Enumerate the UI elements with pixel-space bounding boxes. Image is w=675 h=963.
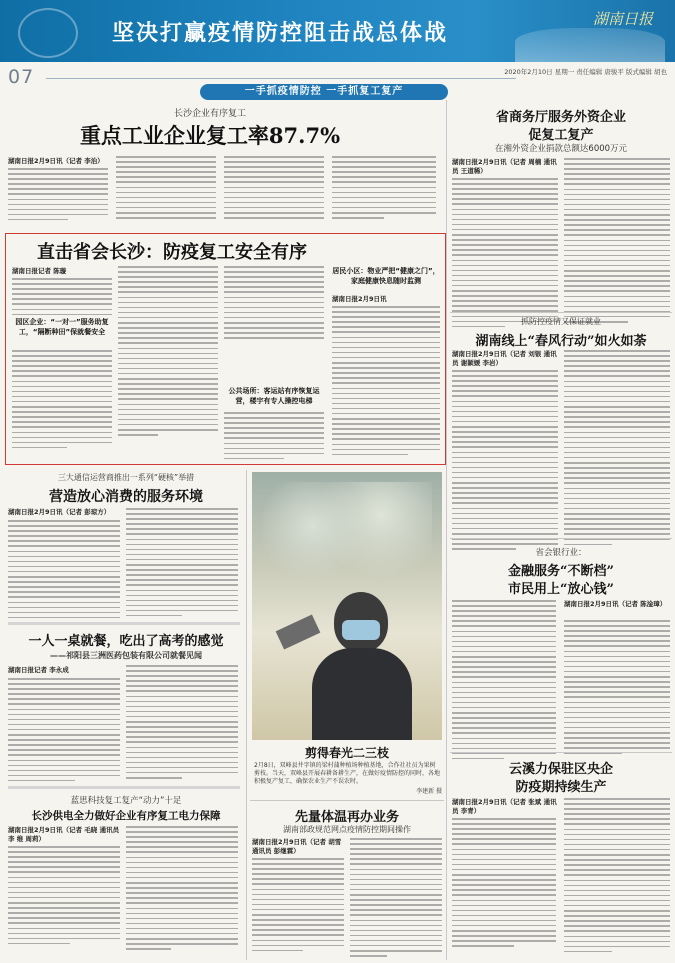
featured-byline: 湖南日报记者 陈璇 [12, 267, 67, 275]
medical-workers-illustration [515, 28, 665, 62]
main-title: 重点工业企业复工率87.7% [79, 123, 341, 148]
office-body-col2 [350, 838, 442, 960]
consumer-divider [8, 622, 240, 625]
consumer-body-col1 [8, 520, 120, 627]
featured-subhead-2: 公共场所：客运站有序恢复运营，楼宇有专人操控电梯 [228, 387, 320, 405]
right-mid-body-col2 [564, 350, 670, 549]
featured-body-col2 [118, 266, 218, 439]
right-divider-1 [450, 312, 672, 313]
office-byline: 湖南日报2月9日讯（记者 胡雪 通讯员 彭继霖） [252, 838, 342, 855]
yunxi-title-line2: 防疫期持续生产 [515, 780, 607, 795]
featured-body-col3 [224, 266, 324, 342]
photo-story-title: 剪得春光二三枝 [304, 746, 389, 760]
featured-body-col4 [332, 306, 440, 459]
featured-body-col1b [12, 350, 112, 452]
page-number: 07 [8, 66, 35, 88]
column-divider [446, 100, 447, 960]
ring-decoration-icon [18, 8, 78, 58]
right-bank-body-col2 [564, 620, 670, 758]
right-top-body-col1 [452, 178, 558, 331]
main-body-col1 [8, 168, 108, 224]
power-title: 长沙供电全力做好企业有序复工电力保障 [31, 810, 221, 822]
yunxi-body-col2 [564, 798, 670, 956]
featured-title: 直击省会长沙：防疫复工安全有序 [37, 242, 307, 263]
canteen-subtitle: ——祁阳县三洲医药包装有限公司就餐见闻 [50, 651, 202, 660]
canteen-byline: 湖南日报记者 李永成 [8, 666, 69, 674]
header-banner [0, 0, 675, 62]
section-tag: 一手抓疫情防控 一手抓复工复产 [200, 84, 448, 100]
right-bank-kicker: 省会银行业： [535, 548, 587, 558]
right-divider-3 [450, 752, 672, 753]
featured-body-col1 [12, 278, 112, 319]
office-title: 先量体温再办业务 [294, 810, 399, 825]
canteen-divider [8, 786, 240, 789]
consumer-byline: 湖南日报2月9日讯（记者 彭琼方） [8, 508, 111, 516]
featured-side-byline: 湖南日报2月9日讯 [332, 295, 387, 303]
yunxi-byline: 湖南日报2月9日讯（记者 张斌 通讯员 李青） [452, 798, 557, 815]
banner-headline: 坚决打赢疫情防控阻击战总体战 [112, 20, 449, 46]
photo-branches [262, 482, 432, 592]
masthead-info: 2020年2月10日 星期一 责任编辑 唐骏平 版式编辑 胡也 [504, 68, 667, 76]
newspaper-logo: 湖南日报 [592, 10, 653, 28]
right-mid-title: 湖南线上“春风行动”如火如荼 [475, 334, 647, 349]
power-kicker: 蓝思科技复工复产“动力”十足 [70, 796, 182, 806]
right-bank-title-line2: 市民用上“放心钱” [508, 582, 614, 597]
consumer-kicker: 三大通信运营商推出一系列“硬核”举措 [57, 473, 195, 482]
power-byline: 湖南日报2月9日讯（记者 毛晓 通讯员 李 维 周莉） [8, 826, 120, 843]
main-body-col4 [332, 156, 436, 222]
yunxi-body-col1 [452, 818, 556, 950]
featured-subhead-1: 园区企业：“一对一”服务助复工，“隔断种田”保就餐安全 [15, 318, 109, 336]
masthead-rule [46, 78, 516, 79]
photo-pruning [252, 472, 442, 740]
photo-story-credit: 李建新 摄 [416, 788, 442, 795]
main-body-col2 [116, 156, 216, 222]
right-top-title-line2: 促复工复产 [528, 128, 594, 143]
right-mid-body-col1 [452, 370, 558, 553]
right-mid-byline: 湖南日报2月9日讯（记者 刘银 通讯员 谢颖媛 李岩） [452, 350, 557, 367]
photo-shears [276, 614, 321, 649]
featured-body-col3b [224, 412, 324, 463]
right-bank-body-col1 [452, 600, 556, 763]
photo-story-caption: 2月8日，双峰县井字镇的梁村蒲种植场种植基地，合作社社员为果树剪枝。当天，双峰县开展春耕备耕生产，在做好疫情防控的同时，各地积极复产复工，确保农业生产不误农时。 [254, 762, 441, 785]
column-divider-left [246, 470, 247, 960]
right-top-subtitle: 在湘外资企业捐款总额达6000万元 [494, 144, 628, 154]
consumer-body-col2 [126, 508, 238, 620]
office-body-col1 [252, 858, 344, 955]
main-byline: 湖南日报2月9日讯（记者 李治） [8, 157, 104, 165]
featured-side-title: 居民小区：物业严把“健康之门”，家庭健康快息随时监测 [332, 267, 440, 285]
office-subtitle: 湖南部政规范网点疫情防控期间操作 [283, 825, 411, 834]
canteen-body-col2 [126, 665, 238, 782]
main-kicker: 长沙企业有序复工 [173, 109, 246, 119]
right-top-body-col2 [564, 158, 670, 326]
right-bank-byline: 湖南日报2月9日讯（记者 陈淦璋） [564, 600, 667, 608]
consumer-title: 营造放心消费的服务环境 [49, 489, 203, 505]
right-divider-2 [450, 538, 672, 539]
canteen-title: 一人一桌就餐，吃出了高考的感觉 [28, 634, 224, 649]
canteen-body-col1 [8, 678, 120, 785]
right-mid-kicker: 抓防控疫情又保证就业 [521, 317, 601, 326]
yunxi-title-line1: 云溪力保驻区央企 [508, 762, 613, 777]
power-body-col1 [8, 846, 120, 948]
right-top-title-line1: 省商务厅服务外资企业 [495, 110, 626, 125]
power-body-col2 [126, 826, 238, 953]
photo-divider [250, 800, 444, 801]
main-body-col3 [224, 156, 324, 222]
photo-face-mask [342, 620, 380, 640]
right-top-byline: 湖南日报2月9日讯（记者 周楠 通讯员 王道稀） [452, 158, 557, 175]
right-bank-title-line1: 金融服务“不断档” [508, 564, 614, 579]
photo-person-body [312, 648, 412, 740]
